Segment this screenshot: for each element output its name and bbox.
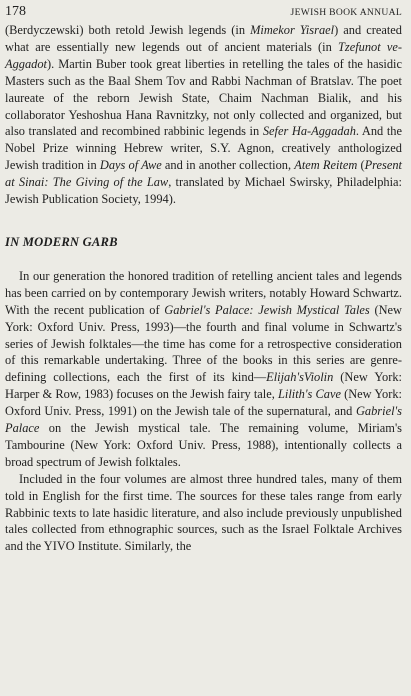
book-title-gabriels-palace: Gabriel's Palace [5, 404, 402, 436]
text-run: . And the Nobel Prize winning Hebrew writer, S.Y. Agnon, creatively anthologized Jewish tradition in [5, 124, 402, 173]
text-run: and in another collection, [161, 158, 295, 173]
book-title-liliths-cave: Lilith's Cave [278, 387, 341, 402]
text-run: (New York: Oxford Univ. Press, 1991) on the Jewish tale of the supernatural, and [5, 387, 402, 419]
book-title-tzefunot-ve-aggadot: Tzefunot ve-Aggadot [5, 39, 402, 71]
text-run: , translated by Michael Swirsky, Philadelphia: Jewish Publication Society, 1994). [5, 175, 402, 207]
book-title-mimekor-yisrael: Mimekor Yisrael [250, 23, 335, 37]
text-run: ( [357, 158, 365, 173]
section-heading: IN MODERN GARB [5, 234, 118, 249]
journal-title: JEWISH BOOK ANNUAL [290, 6, 402, 18]
book-title-gabriels-palace-full: Gabriel's Palace: Jewish Mystical Tales [164, 302, 370, 317]
text-run: ) and created what are essentially new legends out of ancient materials (in [5, 23, 402, 54]
text-run: (Berdyczewski) both retold Jewish legends (in [5, 23, 251, 37]
paragraph-modern-generation [5, 268, 402, 471]
text-run: (New York: Oxford Univ. Press, 1993)—the fourth and final volume in Schwartz's series of Jewish folktales—the time has come for a retrospective consideration of this remarkable undertaking. Three of the books in this series are genre-defining collections, each the first of its kind— [5, 302, 402, 385]
page-number: 178 [5, 4, 26, 19]
text-run: on the Jewish mystical tale. The remaining volume, Miriam's Tambourine (New York: Oxford Univ. Press, 1988), intentionally collects a broad spectrum of Jewish folktales. [5, 421, 402, 469]
paragraph-four-volumes [5, 471, 402, 556]
running-head [5, 2, 402, 22]
book-title-present-at-sinai: Present at Sinai: The Giving of the Law [5, 158, 402, 190]
text-run: ). Martin Buber took great liberties in retelling the tales of the hasidic Masters such as the Baal Shem Tov and Rabbi Nachman of Bratslav. The poet laureate of the reborn Jewish State, Chaim Nachman Bialik, and his collaborator Yeshoshua Hana Ravnitzky, not only collected and organized, but also translated and recombined rabbinic legends in [5, 56, 402, 139]
book-title-sefer-ha-aggadah: Sefer Ha-Aggadah [262, 124, 356, 139]
text-run: In our generation the honored tradition of retelling ancient tales and legends has been carried on by contemporary Jewish writers, notably Howard Schwartz. With the recent publication of [5, 268, 402, 317]
paragraph-legend-retellers [5, 22, 402, 208]
book-title-days-of-awe: Days of Awe [99, 158, 162, 173]
book-title-atem-reitem: Atem Reitem [294, 158, 358, 173]
book-title-elijahs-violin: Elijah'sViolin [266, 370, 334, 385]
text-run: (New York: Harper & Row, 1983) focuses on the Jewish fairy tale, [5, 370, 402, 402]
body-text [5, 22, 402, 555]
text-run: Included in the four volumes are almost three hundred tales, many of them told in English for the first time. The sources for these tales range from early Rabbinic texts to late hasidic literature, and also include previously unpublished tales collected from ethnographic sources, such as the Israel Folktale Archives and the YIVO Institute. Similarly, the [5, 471, 402, 554]
